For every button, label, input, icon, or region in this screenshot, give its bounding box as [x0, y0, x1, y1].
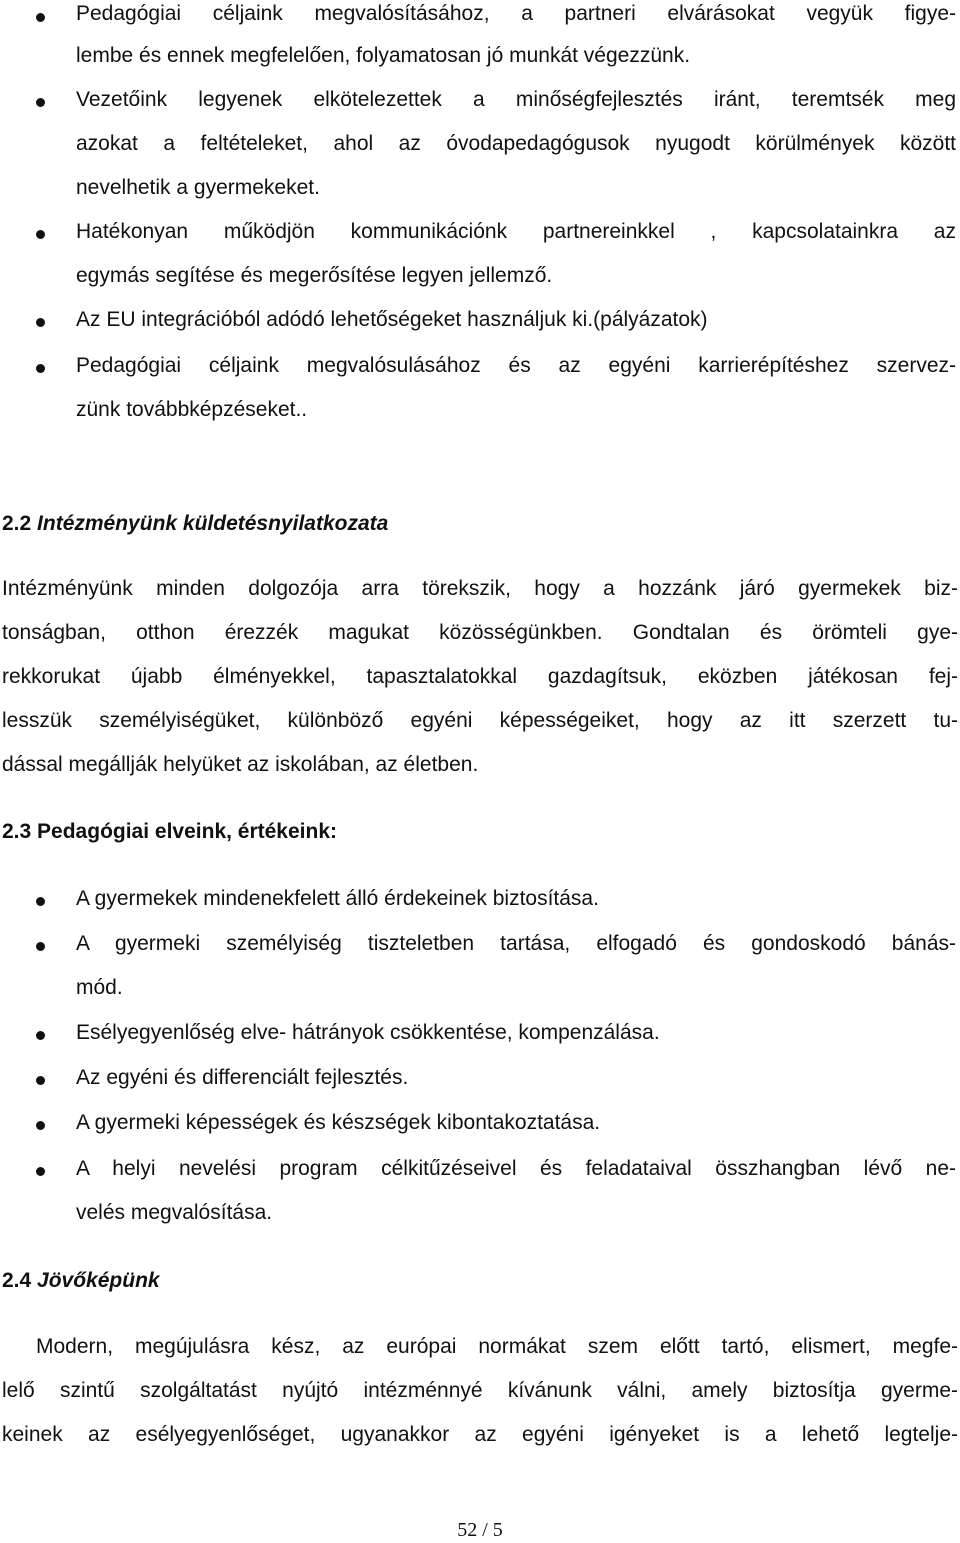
section-heading — [2, 510, 388, 538]
list-item-line: Hatékonyan működjön kommunikációnk partnereinkkel , kapcsolatainkra az — [76, 220, 956, 243]
list-item-line: Vezetőink legyenek elkötelezettek a minőségfejlesztés iránt, teremtsék meg — [76, 88, 956, 111]
bullet-dot — [36, 13, 45, 22]
list-item-line: A helyi nevelési program célkitűzéseivel és feladataival összhangban lévő ne- — [76, 1157, 956, 1180]
list-item-line: lembe és ennek megfelelően, folyamatosan jó munkát végezzünk. — [76, 44, 691, 67]
list-item-line: egymás segítése és megerősítése legyen jellemző. — [76, 264, 553, 287]
section-heading — [2, 818, 337, 846]
section-number: 2.3 — [2, 820, 32, 843]
list-item-line: A gyermeki személyiség tiszteletben tartása, elfogadó és gondoskodó bánás- — [76, 932, 956, 955]
bullet-dot — [36, 942, 45, 951]
list-item-line: Az EU integrációból adódó lehetőségeket használjuk ki.(pályázatok) — [76, 308, 708, 331]
bullet-dot — [36, 98, 45, 107]
paragraph-line: lelő szintű szolgáltatást nyújtó intézménnyé kívánunk válni, amely biztosítja gyerme- — [2, 1379, 958, 1402]
section-heading — [2, 1267, 160, 1295]
list-item-line: A gyermeki képességek és készségek kibontakoztatása. — [76, 1111, 601, 1134]
paragraph-line: lesszük személyiségüket, különböző egyéni képességeiket, hogy az itt szerzett tu- — [2, 709, 958, 732]
bullet-dot — [36, 230, 45, 239]
list-item-line: Esélyegyenlőség elve- hátrányok csökkentése, kompenzálása. — [76, 1021, 660, 1044]
list-item-line: A gyermekek mindenekfelett álló érdekeinek biztosítása. — [76, 887, 599, 910]
page-number: 52 / 5 — [457, 1519, 503, 1541]
paragraph-line: Intézményünk minden dolgozója arra törekszik, hogy a hozzánk járó gyermekek biz- — [2, 577, 958, 600]
paragraph-line: tonságban, otthon érezzék magukat közösségünkben. Gondtalan és örömteli gye- — [2, 621, 958, 644]
section-title: Jövőképünk — [37, 1269, 160, 1292]
bullet-dot — [36, 1167, 45, 1176]
paragraph-line: keinek az esélyegyenlőséget, ugyanakkor az egyéni igényeket is a lehető legtelje- — [2, 1423, 958, 1446]
list-item-line: Pedagógiai céljaink megvalósulásához és az egyéni karrierépítéshez szervez- — [76, 354, 956, 377]
list-item-line: mód. — [76, 976, 123, 999]
section-title: Pedagógiai elveink, értékeink: — [37, 820, 338, 843]
paragraph-line: Modern, megújulásra kész, az európai normákat szem előtt tartó, elismert, megfe- — [36, 1335, 958, 1358]
bullet-dot — [36, 897, 45, 906]
bullet-dot — [36, 364, 45, 373]
bullet-dot — [36, 1121, 45, 1130]
list-item-line: nevelhetik a gyermekeket. — [76, 176, 320, 199]
list-item-line: Az egyéni és differenciált fejlesztés. — [76, 1066, 409, 1089]
bullet-dot — [36, 1031, 45, 1040]
section-title: Intézményünk küldetésnyilatkozata — [37, 512, 389, 535]
bullet-dot — [36, 1076, 45, 1085]
list-item-line: velés megvalósítása. — [76, 1201, 273, 1224]
paragraph-line: dással megállják helyüket az iskolában, az életben. — [2, 753, 479, 776]
section-number: 2.4 — [2, 1269, 32, 1292]
list-item-line: Pedagógiai céljaink megvalósításához, a partneri elvárásokat vegyük figye- — [76, 2, 956, 25]
bullet-dot — [36, 318, 45, 327]
paragraph-line: rekkorukat újabb élményekkel, tapasztalatokkal gazdagítsuk, eközben játékosan fej- — [2, 665, 958, 688]
list-item-line: azokat a feltételeket, ahol az óvodapedagógusok nyugodt körülmények között — [76, 132, 956, 155]
section-number: 2.2 — [2, 512, 32, 535]
list-item-line: zünk továbbképzéseket.. — [76, 398, 308, 421]
